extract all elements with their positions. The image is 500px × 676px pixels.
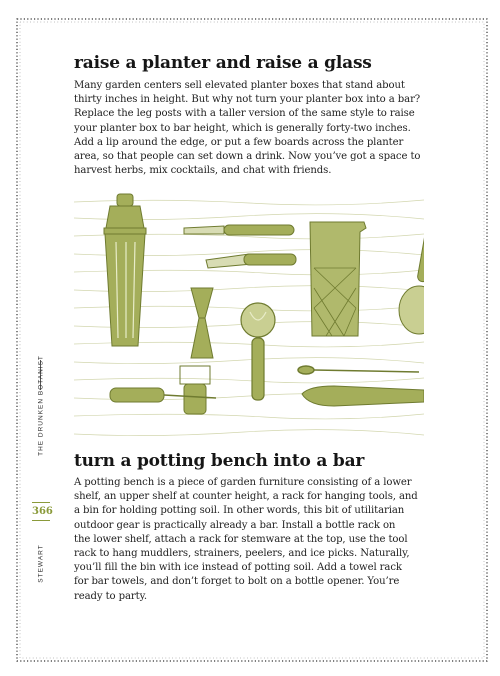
text-line: Replace the leg posts with a taller version of the same style to raise [74,108,415,120]
text-line: thirty inches in height. But why not turn your planter box into a bar? [74,94,421,106]
text-line: shelf, an upper shelf at counter height, a rack for hanging tools, and [74,491,418,503]
text-line: ready to party. [74,590,147,602]
bar-spoon [298,366,419,374]
text-line: A potting bench is a piece of garden furniture consisting of a lower [74,477,412,488]
author-name: STEWART [37,544,45,583]
text-line: outdoor gear is practically already a bar. Install a bottle rack on [74,519,396,531]
text-line: your planter box to bar height, which is generally forty-two inches. [74,122,411,134]
text-line: area, so that people can set down a drink. Now you’ve got a space to [74,151,421,163]
text-line: the lower shelf, attach a rack for stemware at the top, use the tool [74,533,408,545]
cocktail-shaker [104,194,146,346]
section-text-bench [74,476,418,604]
section-heading-bench: turn a potting bench into a bar [74,451,365,471]
section-heading-planter: raise a planter and raise a glass [74,53,372,73]
bar-tools-illustration [74,188,424,440]
text-line: a bin for holding potting soil. In other words, this bit of utilitarian [74,505,405,517]
text-line: for bar towels, and don’t forget to bolt on a bottle opener. You’re [74,576,400,588]
text-line: rack to hang muddlers, strainers, peelers, and ice picks. Naturally, [74,548,410,560]
muddler [302,386,424,406]
book-title: THE DRUNKEN BOTANIST [37,355,45,456]
julep-strainer [399,222,424,334]
paring-knife [184,225,294,235]
channel-knife [206,254,296,268]
hawthorne-strainer [241,303,275,400]
mixing-glass [310,222,366,336]
text-line: Add a lip around the edge, or put a few boards across the planter [74,136,404,148]
text-line: harvest herbs, mix cocktails, and chat with friends. [74,165,332,177]
section-text-planter [74,79,420,178]
text-line: Many garden centers sell elevated planter boxes that stand about [74,80,405,91]
jigger [191,288,213,358]
side-running-head [32,355,53,600]
page-number: 366 [32,502,50,521]
text-line: you’ll fill the bin with ice instead of potting soil. Add a towel rack [74,562,402,574]
y-peeler [180,366,210,414]
